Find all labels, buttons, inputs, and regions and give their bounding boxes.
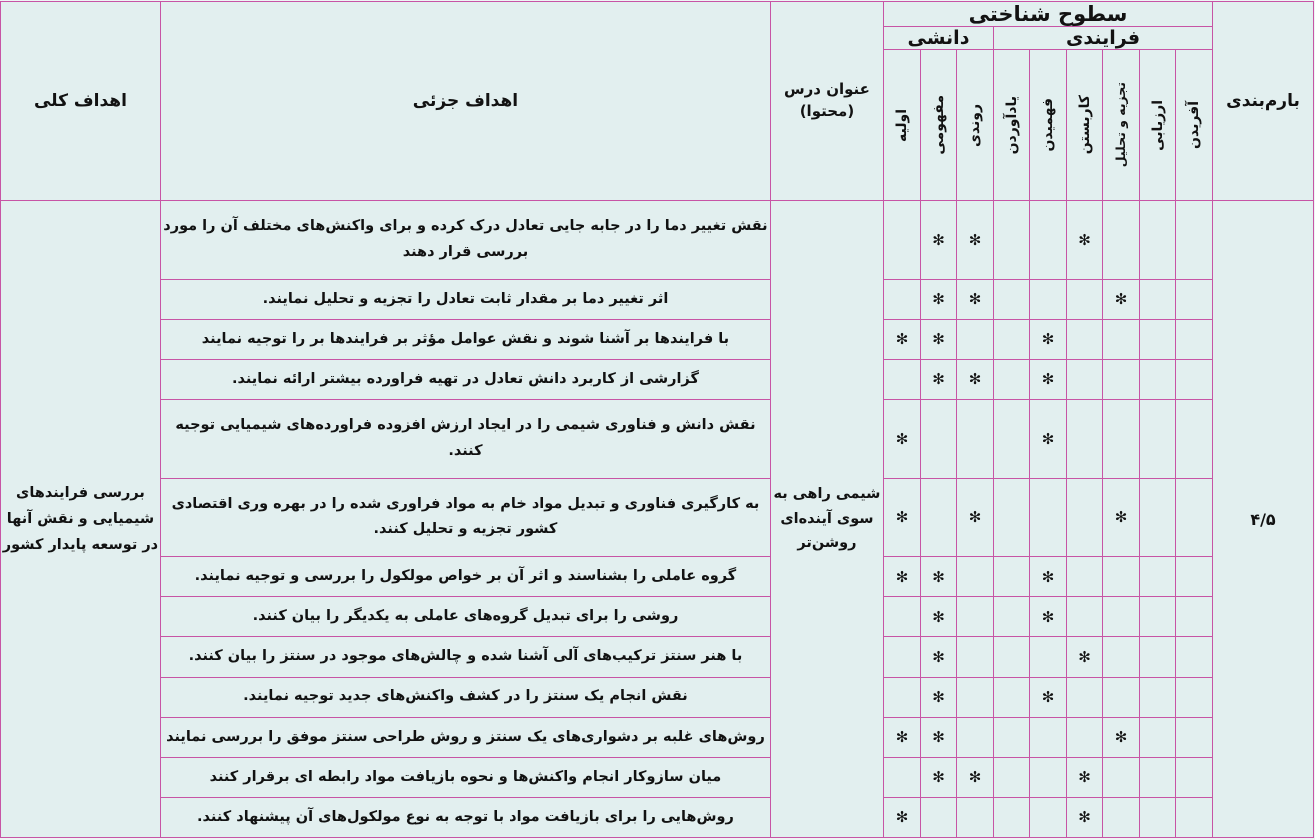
- cell-lesson-title-value: شیمی راهی به سوی آینده‌ای روشن‌تر: [770, 201, 883, 838]
- partial-objective-text: نقش دانش و فناوری شیمی را در ایجاد ارزش افزوده فراورده‌های شیمیایی توجیه کنند.: [175, 417, 756, 459]
- cell-level-karbastan[interactable]: [1067, 637, 1103, 677]
- header-level-fahmidan: [1030, 50, 1067, 201]
- header-level-afaridan: [1176, 50, 1213, 201]
- cell-level-afaridan[interactable]: [1176, 399, 1213, 478]
- cell-level-fahmidan[interactable]: [1030, 201, 1067, 280]
- cell-level-arzyabi[interactable]: [1140, 637, 1176, 677]
- cell-general-objective-value: بررسی فرایندهای شیمیایی و نقش آنها در توسعه پایدار کشور: [0, 201, 160, 838]
- cell-level-ravandi[interactable]: [957, 557, 994, 597]
- cell-level-fahmidan[interactable]: [1030, 359, 1067, 399]
- level-mark-icon: ✻: [1041, 607, 1055, 626]
- header-level-karbastan: [1067, 50, 1103, 201]
- header-level-afaridan-label: آفریدن: [1186, 101, 1202, 149]
- cell-level-tajzie[interactable]: [1103, 319, 1140, 359]
- cell-level-avalie[interactable]: [883, 557, 920, 597]
- cell-level-yadavardan[interactable]: [994, 557, 1030, 597]
- cell-level-arzyabi[interactable]: [1140, 757, 1176, 797]
- cell-level-avalie[interactable]: [883, 478, 920, 557]
- cell-level-fahmidan[interactable]: [1030, 797, 1067, 837]
- level-mark-icon: ✻: [1078, 230, 1091, 249]
- table-row: [0, 677, 1313, 717]
- header-cognitive-levels: سطوح شناختی: [883, 2, 1212, 27]
- header-level-avalie-label: اولیه: [893, 108, 910, 142]
- cell-level-karbastan[interactable]: [1067, 319, 1103, 359]
- cell-level-yadavardan[interactable]: [994, 279, 1030, 319]
- level-mark-icon: ✻: [895, 567, 909, 586]
- cell-level-avalie[interactable]: [883, 399, 920, 478]
- cell-level-mafhumi[interactable]: [921, 717, 957, 757]
- cell-partial-objective: [160, 717, 770, 757]
- header-level-yadavardan-label: یادآوردن: [1003, 95, 1020, 155]
- cell-level-arzyabi[interactable]: [1140, 677, 1176, 717]
- table-row: [0, 557, 1313, 597]
- cell-level-karbastan[interactable]: [1067, 797, 1103, 837]
- level-mark-icon: ✻: [895, 808, 909, 827]
- cell-level-arzyabi[interactable]: [1140, 478, 1176, 557]
- partial-objective-text: میان سازوکار انجام واکنش‌ها و نحوه بازیافت مواد رابطه ای برقرار کنند: [209, 768, 722, 785]
- header-level-ravandi-label: روندی: [967, 103, 983, 147]
- cell-level-afaridan[interactable]: [1176, 757, 1213, 797]
- table-row: [0, 201, 1313, 280]
- cell-level-fahmidan[interactable]: [1030, 557, 1067, 597]
- cell-level-tajzie[interactable]: [1103, 717, 1140, 757]
- cell-level-ravandi[interactable]: [957, 797, 994, 837]
- header-level-mafhumi-label: مفهومی: [930, 95, 947, 155]
- cell-partial-objective: [160, 797, 770, 837]
- cell-level-mafhumi[interactable]: [921, 757, 957, 797]
- level-mark-icon: ✻: [932, 567, 945, 586]
- cell-level-ravandi[interactable]: [957, 359, 994, 399]
- cell-level-avalie[interactable]: [883, 757, 920, 797]
- partial-objective-text: اثر تغییر دما بر مقدار ثابت تعادل را تجزیه و تحلیل نمایند.: [262, 290, 669, 307]
- header-level-fahmidan-label: فهمیدن: [1040, 98, 1056, 152]
- cell-level-mafhumi[interactable]: [921, 359, 957, 399]
- cell-level-karbastan[interactable]: [1067, 677, 1103, 717]
- cell-level-ravandi[interactable]: [957, 319, 994, 359]
- cell-level-tajzie[interactable]: [1103, 677, 1140, 717]
- cell-level-avalie[interactable]: [883, 637, 920, 677]
- cell-level-karbastan[interactable]: [1067, 399, 1103, 478]
- partial-objective-text: گزارشی از کاربرد دانش تعادل در تهیه فراورده بیشتر ارائه نمایند.: [232, 370, 699, 387]
- level-mark-icon: ✻: [1041, 429, 1055, 448]
- cell-level-fahmidan[interactable]: [1030, 717, 1067, 757]
- level-mark-icon: ✻: [1041, 688, 1055, 707]
- cell-level-yadavardan[interactable]: [994, 597, 1030, 637]
- cell-level-fahmidan[interactable]: [1030, 637, 1067, 677]
- table-row: [0, 717, 1313, 757]
- level-mark-icon: ✻: [968, 290, 982, 309]
- cell-level-mafhumi[interactable]: [921, 478, 957, 557]
- header-level-karbastan-label: کاربستن: [1076, 95, 1093, 155]
- cell-level-karbastan[interactable]: [1067, 557, 1103, 597]
- cell-level-afaridan[interactable]: [1176, 201, 1213, 280]
- cell-level-yadavardan[interactable]: [994, 717, 1030, 757]
- level-mark-icon: ✻: [895, 429, 909, 448]
- cell-partial-objective: [160, 677, 770, 717]
- level-mark-icon: ✻: [932, 648, 945, 667]
- header-partial-objectives: اهداف جزئی: [160, 2, 770, 201]
- table-row: [0, 359, 1313, 399]
- cell-level-tajzie[interactable]: [1103, 478, 1140, 557]
- level-mark-icon: ✻: [968, 230, 982, 249]
- cell-level-tajzie[interactable]: [1103, 279, 1140, 319]
- cell-level-avalie[interactable]: [883, 797, 920, 837]
- cell-level-ravandi[interactable]: [957, 279, 994, 319]
- level-mark-icon: ✻: [1114, 508, 1128, 527]
- cell-level-avalie[interactable]: [883, 319, 920, 359]
- cell-level-karbastan[interactable]: [1067, 757, 1103, 797]
- level-mark-icon: ✻: [1114, 728, 1128, 747]
- cell-level-mafhumi[interactable]: [921, 399, 957, 478]
- level-mark-icon: ✻: [895, 508, 909, 527]
- cell-partial-objective: [160, 279, 770, 319]
- cell-level-yadavardan[interactable]: [994, 797, 1030, 837]
- cell-level-avalie[interactable]: [883, 717, 920, 757]
- cell-level-arzyabi[interactable]: [1140, 797, 1176, 837]
- cell-partial-objective: [160, 359, 770, 399]
- header-barembandi: بارم‌بندی: [1213, 2, 1314, 201]
- cell-level-ravandi[interactable]: [957, 757, 994, 797]
- level-mark-icon: ✻: [968, 370, 982, 389]
- cell-level-afaridan[interactable]: [1176, 359, 1213, 399]
- level-mark-icon: ✻: [1078, 808, 1091, 827]
- cell-level-afaridan[interactable]: [1176, 677, 1213, 717]
- level-mark-icon: ✻: [1041, 330, 1055, 349]
- cell-level-tajzie[interactable]: [1103, 597, 1140, 637]
- header-group-knowledge: دانشی: [883, 27, 993, 50]
- cell-level-avalie[interactable]: [883, 677, 920, 717]
- level-mark-icon: ✻: [932, 370, 945, 389]
- cell-level-arzyabi[interactable]: [1140, 557, 1176, 597]
- level-mark-icon: ✻: [932, 230, 945, 249]
- cell-level-afaridan[interactable]: [1176, 478, 1213, 557]
- cell-level-fahmidan[interactable]: [1030, 677, 1067, 717]
- level-mark-icon: ✻: [968, 508, 982, 527]
- cell-level-yadavardan[interactable]: [994, 319, 1030, 359]
- cell-partial-objective: [160, 319, 770, 359]
- cell-level-fahmidan[interactable]: [1030, 757, 1067, 797]
- cell-level-ravandi[interactable]: [957, 677, 994, 717]
- cell-level-fahmidan[interactable]: [1030, 279, 1067, 319]
- cell-level-yadavardan[interactable]: [994, 478, 1030, 557]
- header-level-tajzie-label: تجزیه و تحلیل: [1112, 82, 1128, 168]
- table-header: [0, 2, 1313, 201]
- cell-level-ravandi[interactable]: [957, 478, 994, 557]
- cell-level-mafhumi[interactable]: [921, 637, 957, 677]
- cell-level-karbastan[interactable]: [1067, 597, 1103, 637]
- cell-partial-objective: [160, 597, 770, 637]
- cell-level-mafhumi[interactable]: [921, 597, 957, 637]
- header-level-arzyabi-label: ارزیابی: [1149, 99, 1166, 151]
- partial-objective-text: گروه عاملی را بشناسند و اثر آن بر خواص مولکول را بررسی و توجیه نمایند.: [194, 568, 737, 585]
- cell-partial-objective: [160, 399, 770, 478]
- cell-level-afaridan[interactable]: [1176, 597, 1213, 637]
- header-level-yadavardan: [994, 50, 1030, 201]
- curriculum-objectives-table: [0, 1, 1314, 838]
- cell-level-ravandi[interactable]: [957, 637, 994, 677]
- level-mark-icon: ✻: [895, 330, 909, 349]
- table-row: [0, 797, 1313, 837]
- level-mark-icon: ✻: [895, 728, 909, 747]
- level-mark-icon: ✻: [1041, 370, 1055, 389]
- cell-level-fahmidan[interactable]: [1030, 399, 1067, 478]
- cell-level-fahmidan[interactable]: [1030, 478, 1067, 557]
- cell-level-karbastan[interactable]: [1067, 717, 1103, 757]
- partial-objective-text: به کارگیری فناوری و تبدیل مواد خام به مواد فراوری شده را در بهره وری اقتصادی کشور تجزیه و تحلیل کنند.: [171, 496, 760, 538]
- cell-level-ravandi[interactable]: [957, 399, 994, 478]
- partial-objective-text: نقش انجام یک سنتز را در کشف واکنش‌های جدید توجیه نمایند.: [243, 688, 688, 705]
- cell-level-arzyabi[interactable]: [1140, 201, 1176, 280]
- level-mark-icon: ✻: [932, 607, 945, 626]
- cell-level-mafhumi[interactable]: [921, 319, 957, 359]
- cell-level-tajzie[interactable]: [1103, 201, 1140, 280]
- partial-objective-text: روش‌هایی را برای بازیافت مواد با توجه به نوع مولکول‌های آن پیشنهاد کنند.: [197, 808, 734, 825]
- cell-level-afaridan[interactable]: [1176, 319, 1213, 359]
- level-mark-icon: ✻: [1041, 567, 1055, 586]
- cell-barembandi-value: ۴/۵: [1213, 201, 1314, 838]
- partial-objective-text: با هنر سنتز ترکیب‌های آلی آشنا شده و چالش‌های موجود در سنتز را بیان کنند.: [188, 648, 743, 665]
- cell-level-yadavardan[interactable]: [994, 677, 1030, 717]
- level-mark-icon: ✻: [932, 728, 945, 747]
- table-row: [0, 597, 1313, 637]
- header-level-tajzie: [1103, 50, 1140, 201]
- partial-objective-text: روش‌های غلبه بر دشواری‌های یک سنتز و روش طراحی سنتز موفق را بررسی نمایند: [166, 728, 765, 745]
- level-mark-icon: ✻: [1078, 768, 1091, 787]
- cell-partial-objective: [160, 757, 770, 797]
- partial-objective-text: روشی را برای تبدیل گروه‌های عاملی به یکدیگر را بیان کنند.: [252, 608, 679, 625]
- cell-level-tajzie[interactable]: [1103, 757, 1140, 797]
- cell-level-mafhumi[interactable]: [921, 797, 957, 837]
- cell-level-ravandi[interactable]: [957, 717, 994, 757]
- cell-level-mafhumi[interactable]: [921, 557, 957, 597]
- header-group-process: فرایندی: [994, 27, 1213, 50]
- level-mark-icon: ✻: [1078, 648, 1091, 667]
- level-mark-icon: ✻: [1114, 290, 1128, 309]
- cell-level-yadavardan[interactable]: [994, 637, 1030, 677]
- cell-level-fahmidan[interactable]: [1030, 319, 1067, 359]
- header-level-ravandi: [957, 50, 994, 201]
- cell-level-mafhumi[interactable]: [921, 279, 957, 319]
- cell-level-afaridan[interactable]: [1176, 717, 1213, 757]
- partial-objective-text: با فرایندها بر آشنا شوند و نقش عوامل مؤثر بر فرایندها بر را توجیه نمایند: [201, 330, 730, 347]
- cell-partial-objective: [160, 201, 770, 280]
- cell-level-afaridan[interactable]: [1176, 557, 1213, 597]
- level-mark-icon: ✻: [968, 768, 982, 787]
- cell-level-yadavardan[interactable]: [994, 757, 1030, 797]
- table-row: [0, 319, 1313, 359]
- header-level-avalie: [883, 50, 920, 201]
- curriculum-table-page: [0, 1, 1315, 840]
- cell-partial-objective: [160, 637, 770, 677]
- cell-level-arzyabi[interactable]: [1140, 359, 1176, 399]
- table-row: [0, 637, 1313, 677]
- level-mark-icon: ✻: [932, 768, 945, 787]
- cell-level-mafhumi[interactable]: [921, 677, 957, 717]
- cell-partial-objective: [160, 557, 770, 597]
- cell-level-tajzie[interactable]: [1103, 399, 1140, 478]
- cell-level-fahmidan[interactable]: [1030, 597, 1067, 637]
- cell-level-tajzie[interactable]: [1103, 557, 1140, 597]
- cell-level-tajzie[interactable]: [1103, 359, 1140, 399]
- cell-level-ravandi[interactable]: [957, 597, 994, 637]
- cell-level-avalie[interactable]: [883, 279, 920, 319]
- cell-level-ravandi[interactable]: [957, 201, 994, 280]
- cell-level-mafhumi[interactable]: [921, 201, 957, 280]
- table-row: [0, 399, 1313, 478]
- cell-level-tajzie[interactable]: [1103, 637, 1140, 677]
- cell-level-arzyabi[interactable]: [1140, 319, 1176, 359]
- header-lesson-title-line2: (محتوا): [799, 102, 855, 120]
- cell-level-yadavardan[interactable]: [994, 359, 1030, 399]
- cell-level-karbastan[interactable]: [1067, 201, 1103, 280]
- cell-level-arzyabi[interactable]: [1140, 279, 1176, 319]
- cell-level-yadavardan[interactable]: [994, 201, 1030, 280]
- header-general-objectives: اهداف کلی: [0, 2, 160, 201]
- level-mark-icon: ✻: [932, 688, 945, 707]
- cell-level-arzyabi[interactable]: [1140, 597, 1176, 637]
- cell-level-arzyabi[interactable]: [1140, 399, 1176, 478]
- table-body: [0, 201, 1313, 838]
- cell-level-avalie[interactable]: [883, 597, 920, 637]
- cell-level-afaridan[interactable]: [1176, 279, 1213, 319]
- header-level-mafhumi: [921, 50, 957, 201]
- cell-partial-objective: [160, 478, 770, 557]
- level-mark-icon: ✻: [932, 290, 945, 309]
- level-mark-icon: ✻: [932, 330, 945, 349]
- header-lesson-title: [770, 2, 883, 201]
- cell-level-avalie[interactable]: [883, 359, 920, 399]
- cell-level-afaridan[interactable]: [1176, 637, 1213, 677]
- cell-level-karbastan[interactable]: [1067, 478, 1103, 557]
- cell-level-karbastan[interactable]: [1067, 279, 1103, 319]
- header-level-arzyabi: [1140, 50, 1176, 201]
- cell-level-afaridan[interactable]: [1176, 797, 1213, 837]
- header-lesson-title-line1: عنوان درس: [783, 80, 870, 99]
- cell-level-karbastan[interactable]: [1067, 359, 1103, 399]
- cell-level-yadavardan[interactable]: [994, 399, 1030, 478]
- cell-level-arzyabi[interactable]: [1140, 717, 1176, 757]
- cell-level-tajzie[interactable]: [1103, 797, 1140, 837]
- header-row-top: [0, 2, 1313, 27]
- table-row: [0, 757, 1313, 797]
- cell-level-avalie[interactable]: [883, 201, 920, 280]
- table-row: [0, 279, 1313, 319]
- table-row: [0, 478, 1313, 557]
- partial-objective-text: نقش تغییر دما را در جابه جایی تعادل درک کرده و برای واکنش‌های مختلف آن را مورد بررسی قرار دهند: [163, 218, 768, 260]
